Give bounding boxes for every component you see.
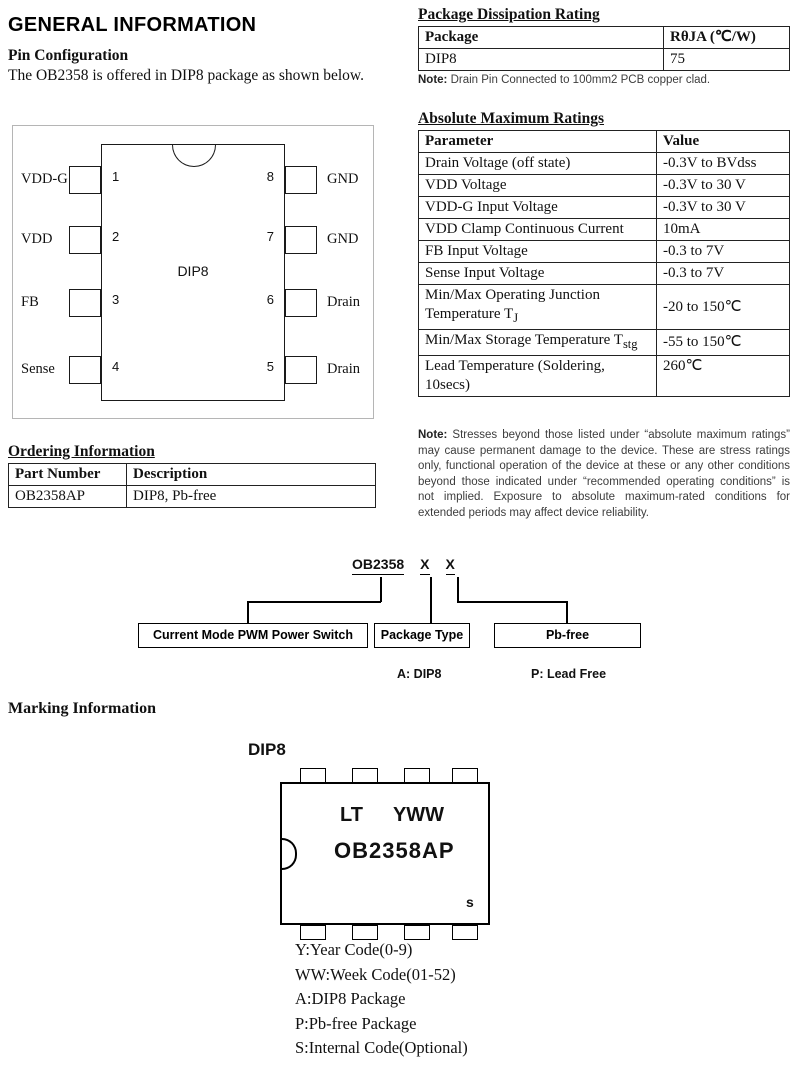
- note-text: Drain Pin Connected to 100mm2 PCB copper clad.: [447, 74, 711, 86]
- pin-number-3: 3: [112, 292, 120, 307]
- amr-param: [419, 285, 657, 330]
- marking-internal-code: s: [466, 894, 474, 910]
- ordering-information-heading: Ordering Information: [8, 443, 155, 460]
- legend-item: P:Pb-free Package: [295, 1013, 417, 1033]
- dissipation-table: [418, 26, 790, 71]
- pin-number-1: 1: [112, 169, 120, 184]
- chip-body: [101, 144, 285, 401]
- decode-line: [457, 577, 459, 602]
- decode-prefix: OB2358: [352, 556, 404, 575]
- chip-notch-icon: [172, 145, 216, 167]
- pin-name-drain-6: Drain: [327, 294, 361, 310]
- amr-heading: Absolute Maximum Ratings: [418, 110, 605, 127]
- pin-rect-5: [285, 356, 317, 384]
- general-information-title: GENERAL INFORMATION: [8, 14, 257, 36]
- dissipation-value: 75: [664, 49, 790, 71]
- table-row: [419, 175, 790, 197]
- dissipation-header-rtheta: RθJA (℃/W): [664, 27, 790, 49]
- pin-name-vdd: VDD: [21, 231, 53, 247]
- pbfree-code-label: P: Lead Free: [531, 667, 607, 681]
- pin-number-8: 8: [266, 169, 274, 184]
- decode-line: [380, 577, 382, 602]
- marking-package-label: DIP8: [248, 740, 286, 759]
- marking-chip-diagram: [280, 768, 490, 940]
- package-code-label: A: DIP8: [397, 667, 442, 681]
- amr-value: -0.3 to 7V: [657, 263, 790, 285]
- note-text: Stresses beyond those listed under “absolute maximum ratings” may cause permanent damage to the device. These are stress ratings only, functional operation of the device at these or any other conditions beyond those indicated under “recommended operating conditions” is not implied. Exposure to absolute maximum-rated conditions for extended periods may affect device reliability.: [418, 429, 790, 519]
- amr-param: Sense Input Voltage: [419, 263, 657, 285]
- amr-param: VDD-G Input Voltage: [419, 197, 657, 219]
- marking-chip-body: [280, 782, 490, 925]
- decode-line: [457, 601, 567, 603]
- table-row: [9, 464, 376, 486]
- amr-param-text: Min/Max Storage Temperature T: [425, 332, 623, 348]
- pin-number-6: 6: [266, 292, 274, 307]
- decode-box-package-type: Package Type: [374, 623, 470, 648]
- marking-pin: [452, 768, 478, 783]
- marking-lot-code: LT: [340, 804, 363, 826]
- amr-header-parameter: Parameter: [419, 131, 657, 153]
- pin-rect-4: [69, 356, 101, 384]
- pin-number-7: 7: [266, 229, 274, 244]
- pin-name-gnd-7: GND: [327, 231, 359, 247]
- pin-rect-1: [69, 166, 101, 194]
- amr-param-text: Min/Max Operating Junction Temperature T: [425, 287, 600, 322]
- table-row: [419, 356, 790, 397]
- legend-item: WW:Week Code(01-52): [295, 964, 456, 984]
- table-row: [419, 49, 790, 71]
- amr-value: -0.3V to 30 V: [657, 197, 790, 219]
- ordering-header-part-number: Part Number: [9, 464, 127, 486]
- dissipation-header-package: Package: [419, 27, 664, 49]
- table-row: [419, 27, 790, 49]
- table-row: [419, 219, 790, 241]
- dissipation-note: [418, 73, 790, 89]
- amr-value: 260℃: [657, 356, 790, 397]
- amr-value: 10mA: [657, 219, 790, 241]
- legend-item: Y:Year Code(0-9): [295, 940, 413, 959]
- marking-pin: [404, 768, 430, 783]
- table-row: [419, 263, 790, 285]
- pin-rect-3: [69, 289, 101, 317]
- legend-item: S:Internal Code(Optional): [295, 1038, 468, 1057]
- amr-param-subscript: J: [513, 311, 519, 325]
- decode-box-pbfree: Pb-free: [494, 623, 641, 648]
- table-row: [419, 285, 790, 330]
- pin-rect-6: [285, 289, 317, 317]
- note-label: Note:: [418, 74, 448, 86]
- pin-name-sense: Sense: [21, 361, 55, 377]
- chip-package-label: DIP8: [177, 263, 209, 279]
- dissipation-package: DIP8: [419, 49, 664, 71]
- pin-configuration-diagram: [12, 125, 374, 419]
- pin-name-fb: FB: [21, 294, 39, 310]
- ordering-header-description: Description: [127, 464, 376, 486]
- pin-name-drain-5: Drain: [327, 361, 361, 377]
- marking-legend: [295, 938, 468, 1061]
- amr-value: -0.3V to BVdss: [657, 153, 790, 175]
- ordering-description: DIP8, Pb-free: [127, 486, 376, 508]
- decode-x1: X: [420, 556, 429, 575]
- ordering-table: [8, 463, 376, 508]
- amr-value: -55 to 150℃: [657, 330, 790, 356]
- marking-information-heading: Marking Information: [8, 700, 156, 717]
- decode-line: [430, 577, 432, 624]
- amr-param: [419, 330, 657, 356]
- decode-box-product: Current Mode PWM Power Switch: [138, 623, 368, 648]
- table-row: [419, 153, 790, 175]
- amr-param: Drain Voltage (off state): [419, 153, 657, 175]
- amr-param-subscript: stg: [622, 337, 638, 351]
- amr-value: -20 to 150℃: [657, 285, 790, 330]
- table-row: [419, 197, 790, 219]
- pin-rect-7: [285, 226, 317, 254]
- legend-item: A:DIP8 Package: [295, 989, 406, 1008]
- pin-name-vdd-g: VDD-G: [21, 171, 68, 187]
- marking-notch-icon: [282, 838, 297, 870]
- amr-value: -0.3 to 7V: [657, 241, 790, 263]
- pin-number-4: 4: [112, 359, 120, 374]
- amr-param: VDD Clamp Continuous Current: [419, 219, 657, 241]
- dissipation-heading: Package Dissipation Rating: [418, 6, 600, 23]
- table-row: [419, 330, 790, 356]
- marking-line-1: [340, 804, 444, 827]
- pin-number-5: 5: [266, 359, 274, 374]
- pin-configuration-heading: Pin Configuration: [8, 47, 129, 64]
- pin-name-gnd-8: GND: [327, 171, 359, 187]
- marking-pin: [352, 768, 378, 783]
- marking-pin: [300, 768, 326, 783]
- ordering-part-number: OB2358AP: [9, 486, 127, 508]
- pin-number-2: 2: [112, 229, 120, 244]
- marking-date-code: YWW: [392, 804, 445, 826]
- amr-header-value: Value: [657, 131, 790, 153]
- decode-part-number: [352, 556, 455, 575]
- amr-param: Lead Temperature (Soldering, 10secs): [419, 356, 657, 397]
- amr-value: -0.3V to 30 V: [657, 175, 790, 197]
- decode-x2: X: [446, 556, 455, 575]
- amr-note: [418, 428, 790, 521]
- decode-line: [247, 601, 381, 603]
- pin-configuration-text: The OB2358 is offered in DIP8 package as shown below.: [8, 67, 364, 84]
- pin-rect-2: [69, 226, 101, 254]
- note-label: Note:: [418, 429, 448, 441]
- amr-param: VDD Voltage: [419, 175, 657, 197]
- amr-param: FB Input Voltage: [419, 241, 657, 263]
- amr-table: [418, 130, 790, 397]
- decode-line: [247, 601, 249, 624]
- table-row: [419, 131, 790, 153]
- marking-part-number: OB2358AP: [334, 838, 455, 863]
- table-row: [9, 486, 376, 508]
- pin-rect-8: [285, 166, 317, 194]
- decode-line: [566, 601, 568, 624]
- table-row: [419, 241, 790, 263]
